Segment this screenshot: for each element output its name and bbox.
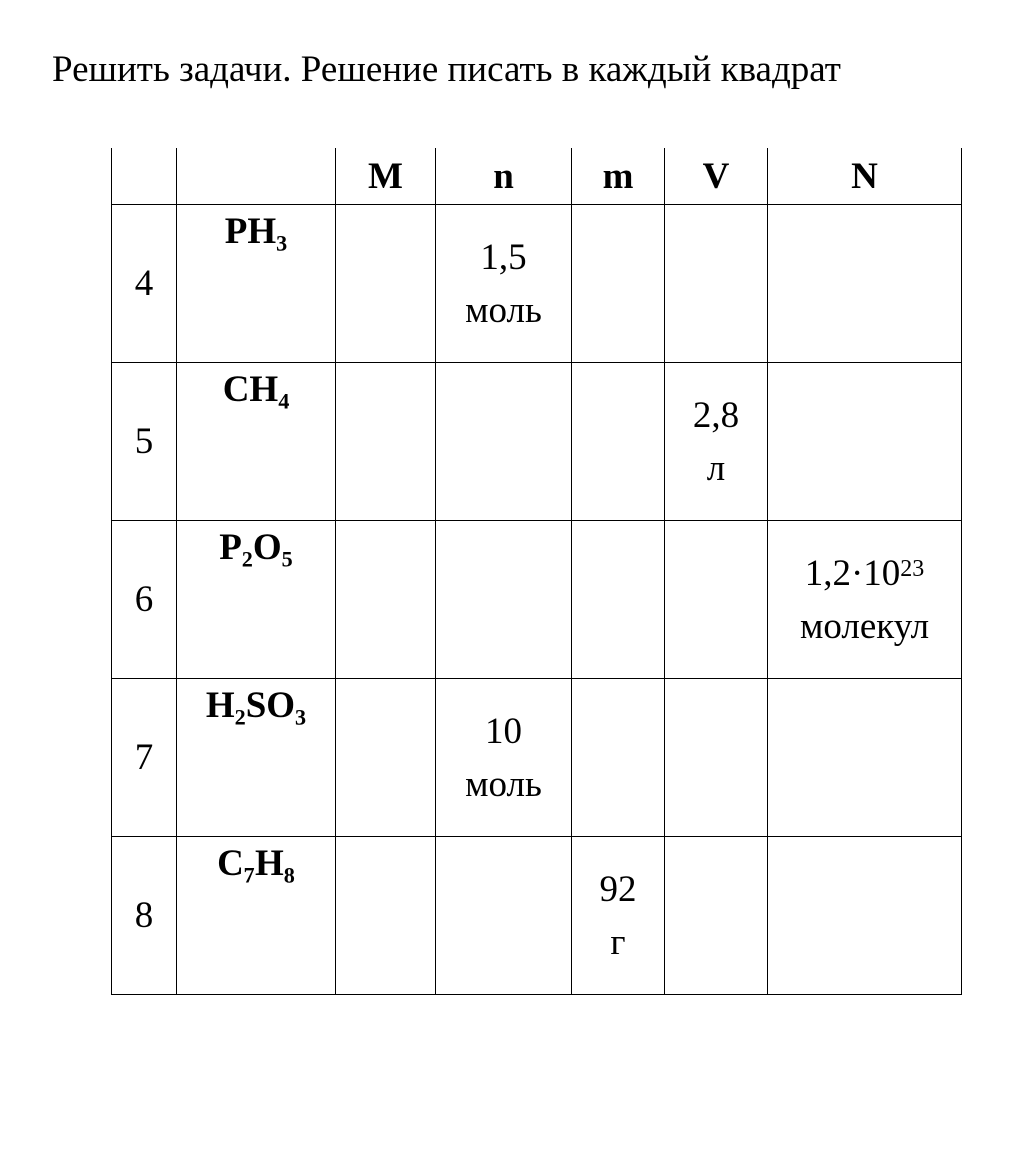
given-unit: г	[610, 921, 626, 963]
formula-cell[interactable]	[177, 205, 336, 363]
answer-cell-M[interactable]	[336, 205, 436, 363]
header-row	[112, 148, 962, 205]
given-cell-m[interactable]	[572, 837, 665, 995]
header-molar-mass: M	[336, 148, 436, 205]
answer-cell-n[interactable]	[436, 521, 572, 679]
given-value: 10	[485, 710, 522, 752]
table-row	[112, 205, 962, 363]
answer-cell-N[interactable]	[768, 837, 962, 995]
formula-cell[interactable]	[177, 679, 336, 837]
answer-cell-m[interactable]	[572, 363, 665, 521]
formula-text: P₂O₅	[219, 527, 293, 568]
table-row	[112, 521, 962, 679]
given-unit: моль	[465, 289, 542, 331]
table-row	[112, 363, 962, 521]
answer-cell-m[interactable]	[572, 679, 665, 837]
header-substance	[177, 148, 336, 205]
formula-text: H₂SO₃	[205, 685, 307, 726]
formula-text: CH₄	[222, 369, 290, 410]
formula-text: C₇H₈	[217, 843, 295, 884]
answer-cell-M[interactable]	[336, 363, 436, 521]
answer-cell-N[interactable]	[768, 205, 962, 363]
given-unit: л	[706, 447, 726, 489]
row-number: 7	[112, 679, 177, 837]
answer-cell-n[interactable]	[436, 837, 572, 995]
row-number: 4	[112, 205, 177, 363]
answer-cell-V[interactable]	[665, 521, 768, 679]
given-value	[768, 547, 961, 600]
header-amount: n	[436, 148, 572, 205]
answer-cell-V[interactable]	[665, 837, 768, 995]
answer-cell-N[interactable]	[768, 679, 962, 837]
answer-cell-N[interactable]	[768, 363, 962, 521]
given-cell-V[interactable]	[665, 363, 768, 521]
given-value: 2,8	[692, 394, 740, 436]
row-number: 6	[112, 521, 177, 679]
answer-cell-M[interactable]	[336, 521, 436, 679]
given-value-base: 1,2·10	[804, 552, 901, 594]
answer-cell-m[interactable]	[572, 521, 665, 679]
answer-cell-M[interactable]	[336, 679, 436, 837]
given-value: 1,5	[480, 236, 527, 278]
given-cell-n[interactable]	[436, 679, 572, 837]
row-number: 5	[112, 363, 177, 521]
answer-cell-m[interactable]	[572, 205, 665, 363]
header-particles: N	[768, 148, 962, 205]
given-unit: моль	[465, 763, 542, 805]
problem-table	[111, 148, 962, 995]
header-number	[112, 148, 177, 205]
answer-cell-M[interactable]	[336, 837, 436, 995]
given-cell-N[interactable]	[768, 521, 962, 679]
row-number: 8	[112, 837, 177, 995]
answer-cell-V[interactable]	[665, 679, 768, 837]
table-row	[112, 837, 962, 995]
answer-cell-n[interactable]	[436, 363, 572, 521]
given-value-exponent: 23	[900, 555, 925, 582]
given-value: 92	[599, 868, 637, 910]
answer-cell-V[interactable]	[665, 205, 768, 363]
task-instruction: Решить задачи. Решение писать в каждый квадрат	[52, 49, 841, 90]
formula-text: PH₃	[224, 211, 288, 252]
formula-cell[interactable]	[177, 363, 336, 521]
header-mass: m	[572, 148, 665, 205]
formula-cell[interactable]	[177, 521, 336, 679]
table-row	[112, 679, 962, 837]
formula-cell[interactable]	[177, 837, 336, 995]
header-volume: V	[665, 148, 768, 205]
given-unit: молекул	[799, 605, 930, 647]
given-cell-n[interactable]	[436, 205, 572, 363]
